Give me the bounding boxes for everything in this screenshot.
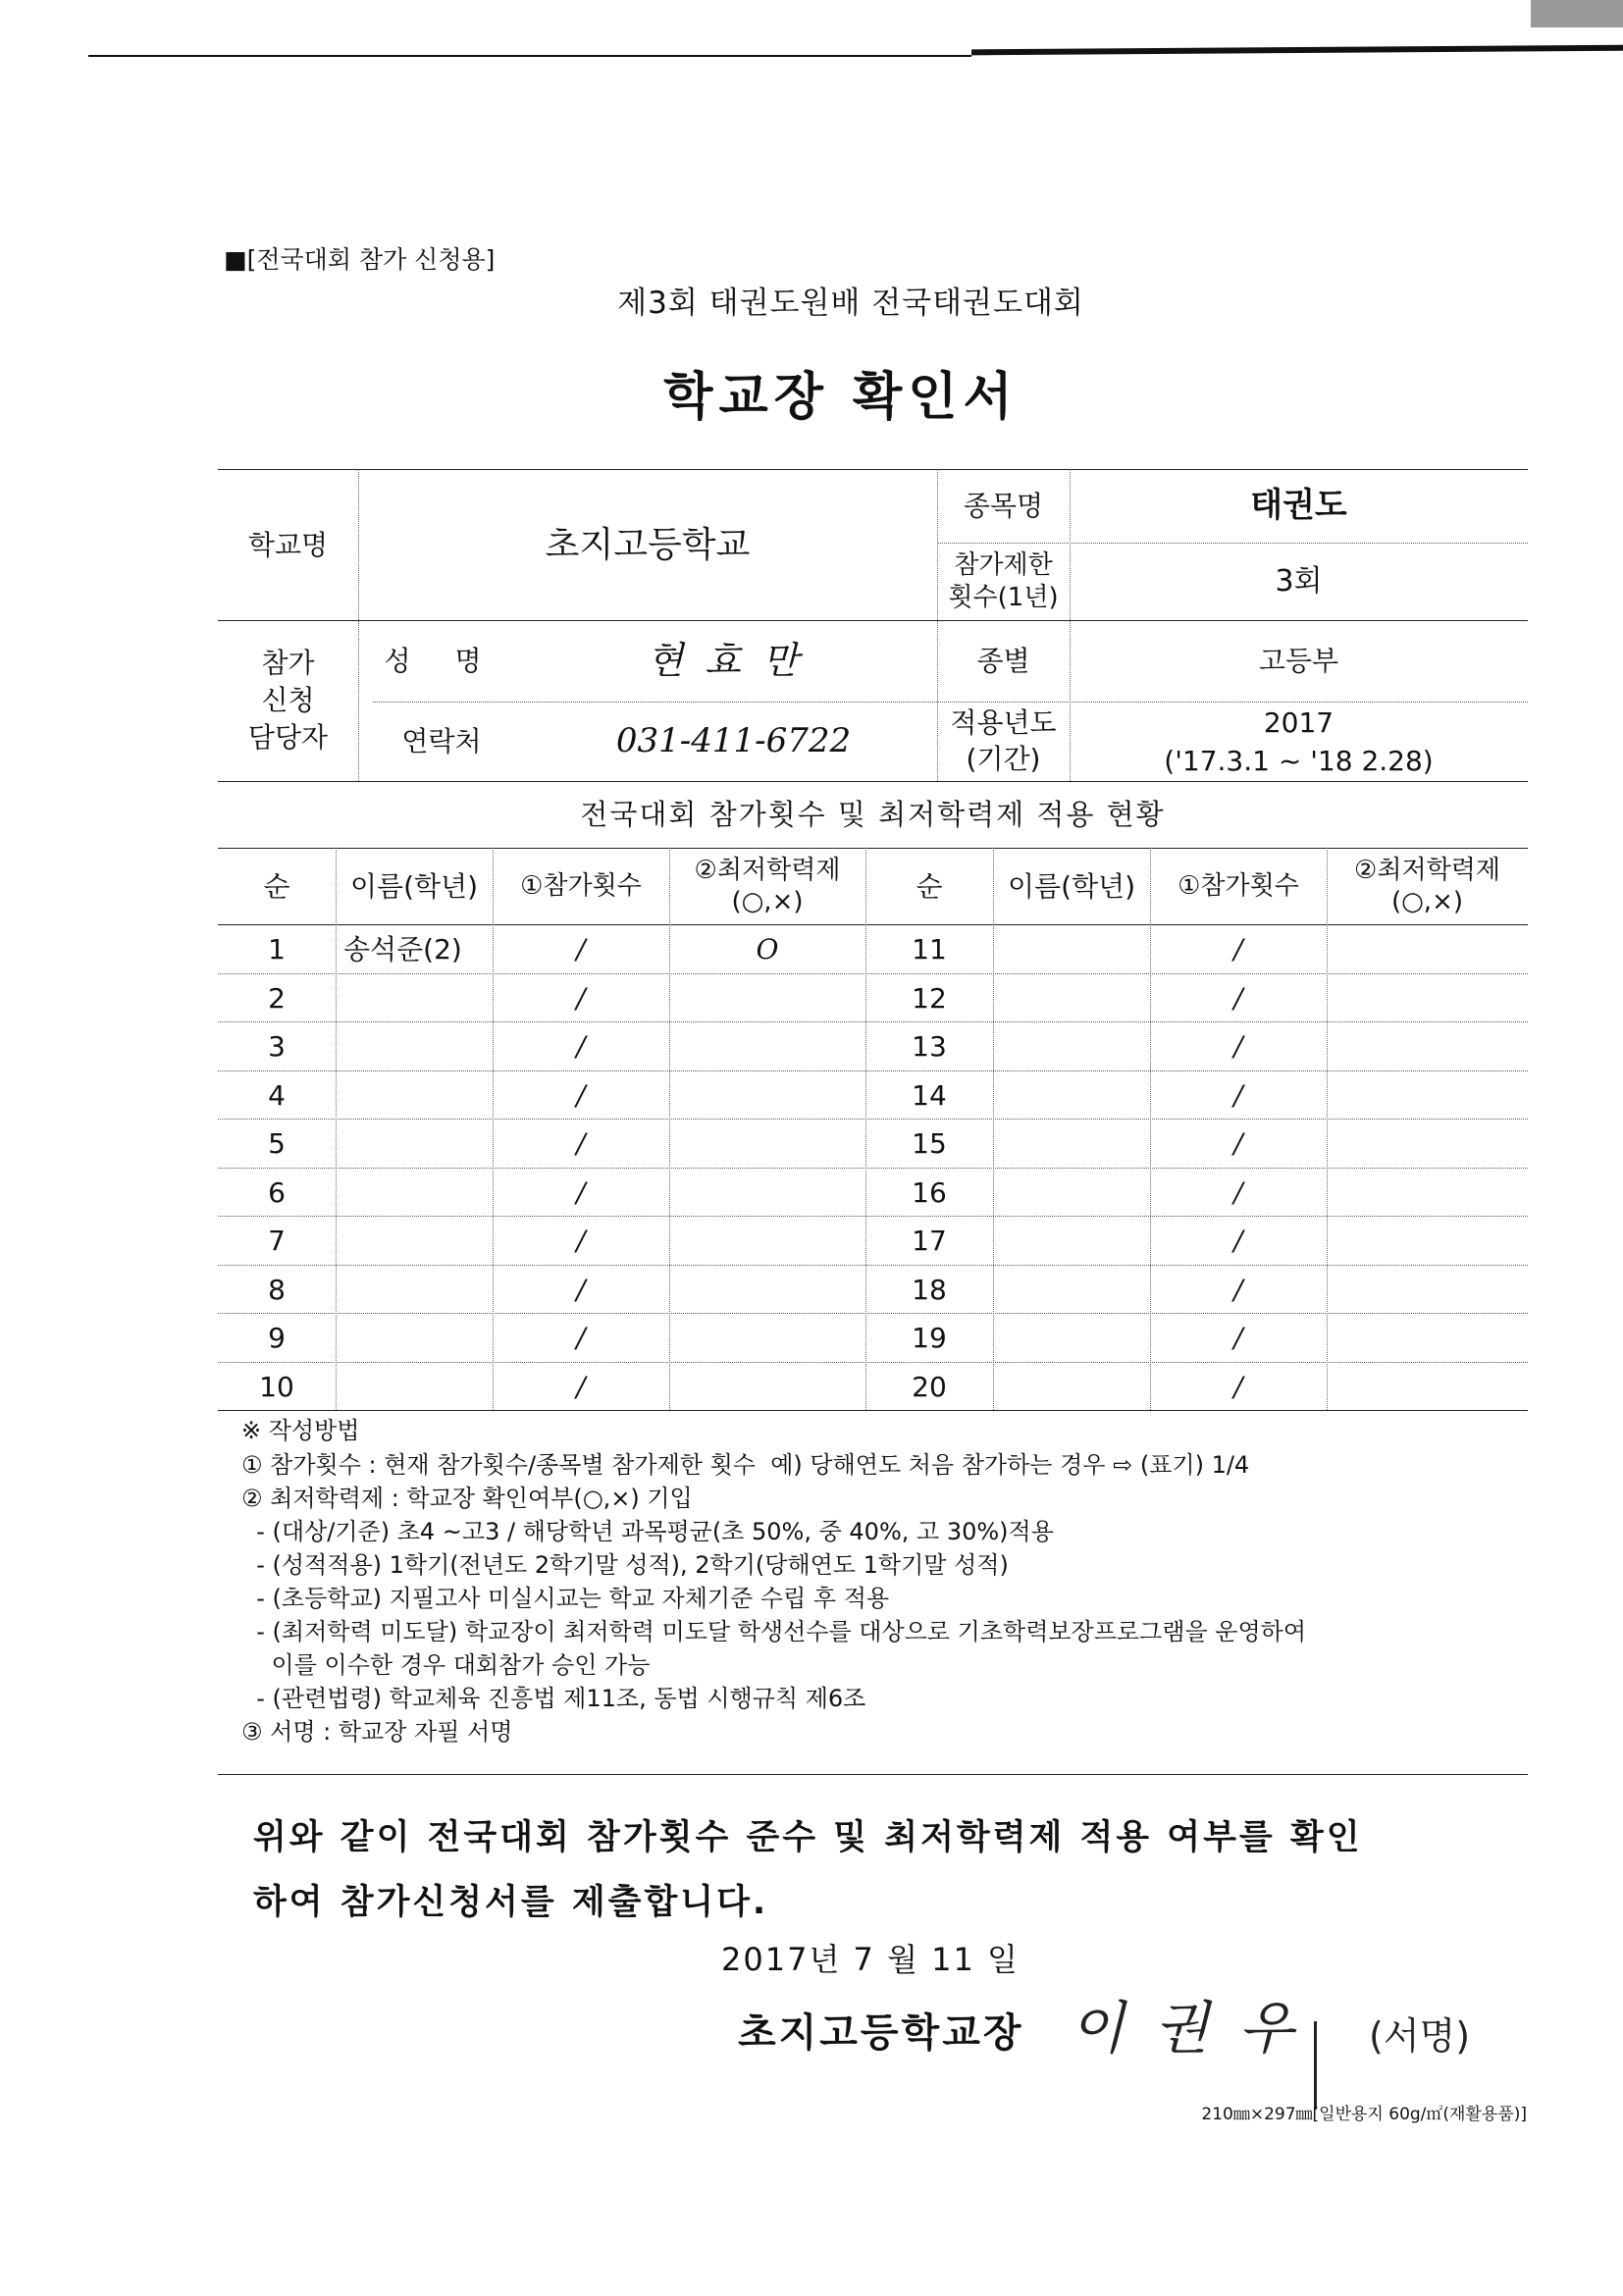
contact-name-handwritten: 현효만: [647, 638, 820, 682]
participation-count: /: [1233, 1126, 1243, 1160]
note-subitem: - (성적적용) 1학기(전년도 2학기말 성적), 2학기(당해연도 1학기말 성적): [241, 1551, 1009, 1579]
table-border: [218, 781, 1528, 782]
signature-stroke: [1314, 2021, 1317, 2110]
min-academic-check: [669, 1265, 865, 1314]
participation-count: /: [576, 1126, 586, 1160]
note-subitem: - (관련법령) 학교체육 진흥법 제11조, 동법 시행규칙 제6조: [241, 1685, 866, 1712]
note-subitem: - (최저학력 미도달) 학교장이 최저학력 미도달 학생선수를 대상으로 기초학력보장프로그램을 운영하여: [241, 1618, 1307, 1645]
scan-edge-line: [88, 55, 971, 57]
participation-count: /: [576, 1175, 586, 1209]
student-name: [993, 1216, 1150, 1265]
student-name: [993, 1119, 1150, 1168]
student-name: [336, 1119, 493, 1168]
row-number: 10: [259, 1370, 294, 1403]
col-header-min: ②최저학력제 (○,×): [1354, 855, 1500, 916]
participation-count: /: [1233, 1029, 1243, 1063]
min-academic-check: [1327, 1362, 1528, 1411]
contact-label: 참가 신청 담당자: [247, 647, 329, 754]
participation-count: /: [576, 1029, 586, 1063]
min-academic-check: [669, 1313, 865, 1362]
participation-count: /: [1233, 1273, 1243, 1306]
participation-count: /: [576, 1273, 586, 1306]
student-name: [336, 1021, 493, 1070]
row-number: 17: [912, 1224, 947, 1257]
min-academic-check: [669, 1216, 865, 1265]
min-academic-check: [1327, 1119, 1528, 1168]
participation-count: /: [576, 1224, 586, 1257]
row-number: 4: [268, 1078, 286, 1112]
min-academic-check: [669, 1119, 865, 1168]
student-name: [336, 1265, 493, 1314]
row-number: 20: [912, 1370, 947, 1403]
student-name: [993, 1021, 1150, 1070]
min-academic-check: [669, 1021, 865, 1070]
note-item: ② 최저학력제 : 학교장 확인여부(○,×) 기입: [241, 1485, 693, 1512]
participation-count: /: [1233, 1321, 1243, 1354]
row-number: 14: [912, 1078, 947, 1112]
row-number: 9: [268, 1321, 286, 1354]
min-academic-check: [669, 1362, 865, 1411]
division-label: 종별: [976, 645, 1030, 677]
row-number: 5: [268, 1126, 286, 1160]
row-number: 13: [912, 1029, 947, 1063]
principal-title: 초지고등학교장: [738, 2010, 1024, 2056]
col-header-no: 순: [263, 869, 290, 903]
min-academic-check: [1327, 1313, 1528, 1362]
student-name: [993, 1070, 1150, 1120]
note-subitem: - (대상/기준) 초4 ~고3 / 해당학년 과목평균(초 50%, 중 40%, 고 30%)적용: [241, 1518, 1054, 1545]
principal-signature: 이권우: [1070, 1995, 1324, 2061]
row-number: 19: [912, 1321, 947, 1354]
min-academic-check: [1327, 1168, 1528, 1217]
paper-spec-footer: 210㎜×297㎜[일반용지 60g/㎡(재활용품)]: [1201, 2105, 1527, 2124]
min-academic-check: [1327, 1216, 1528, 1265]
limit-label: 참가제한 횟수(1년): [948, 550, 1059, 612]
student-name: [336, 1362, 493, 1411]
participation-count: /: [1233, 1224, 1243, 1257]
declaration-line: 위와 같이 전국대회 참가횟수 준수 및 최저학력제 적용 여부를 확인: [253, 1818, 1363, 1857]
row-number: 12: [912, 981, 947, 1015]
participation-count: /: [1233, 1370, 1243, 1403]
col-header-min: ②최저학력제 (○,×): [694, 855, 841, 916]
document-title: 학교장 확인서: [663, 368, 1019, 427]
sport-label: 종목명: [963, 490, 1044, 522]
student-name: [336, 973, 493, 1022]
row-number: 7: [268, 1224, 286, 1257]
sport-value: 태권도: [1250, 486, 1347, 526]
min-academic-check: [1327, 973, 1528, 1022]
table-border: [218, 1774, 1528, 1775]
year-value: 2017: [1263, 705, 1335, 739]
student-name: [336, 1216, 493, 1265]
col-header-count: ①참가횟수: [520, 870, 642, 901]
row-number: 18: [912, 1273, 947, 1306]
name-label: 성 명: [384, 645, 499, 677]
student-name: [993, 924, 1150, 973]
participation-count: /: [1233, 981, 1243, 1015]
row-number: 15: [912, 1126, 947, 1160]
period-value: ('17.3.1 ~ '18 2.28): [1164, 744, 1434, 777]
participation-count: /: [576, 1370, 586, 1403]
seal-mark: (서명): [1369, 2014, 1471, 2058]
row-number: 2: [268, 981, 286, 1015]
participation-count: /: [576, 1321, 586, 1354]
year-label: 적용년도 (기간): [950, 706, 1057, 775]
student-name: [993, 1265, 1150, 1314]
school-label: 학교명: [247, 528, 329, 561]
note-item: ③ 서명 : 학교장 자필 서명: [241, 1718, 513, 1746]
participation-count: /: [576, 981, 586, 1015]
min-academic-check: [669, 973, 865, 1022]
col-header-count: ①참가횟수: [1178, 870, 1299, 901]
participation-count: /: [576, 1078, 586, 1112]
col-header-name: 이름(학년): [1007, 869, 1136, 903]
row-number: 6: [268, 1175, 286, 1209]
min-academic-check: O: [756, 932, 779, 965]
student-name: [336, 1168, 493, 1217]
participation-count: /: [1233, 1078, 1243, 1112]
form-type-tag: ■[전국대회 참가 신청용]: [224, 245, 496, 274]
col-header-name: 이름(학년): [349, 869, 479, 903]
student-name: [336, 1313, 493, 1362]
scan-edge-line: [971, 45, 1623, 56]
student-name: 송석준(2): [343, 932, 462, 965]
row-number: 16: [912, 1175, 947, 1209]
student-name: [993, 1168, 1150, 1217]
participation-count: /: [1233, 1175, 1243, 1209]
school-value: 초지고등학교: [545, 524, 751, 565]
col-header-no: 순: [916, 869, 943, 903]
student-name: [336, 1070, 493, 1120]
phone-label: 연락처: [401, 725, 482, 757]
note-subitem: 이를 이수한 경우 대회참가 승인 가능: [241, 1651, 651, 1679]
student-name: [993, 1313, 1150, 1362]
row-number: 8: [268, 1273, 286, 1306]
phone-handwritten: 031-411-6722: [615, 721, 852, 761]
student-name: [993, 1362, 1150, 1411]
min-academic-check: [669, 1168, 865, 1217]
division-value: 고등부: [1258, 645, 1339, 677]
note-subitem: - (초등학교) 지필고사 미실시교는 학교 자체기준 수립 후 적용: [241, 1585, 890, 1612]
participation-count: /: [576, 932, 586, 965]
notes-title: ※ 작성방법: [241, 1417, 360, 1444]
min-academic-check: [669, 1070, 865, 1120]
participation-count: /: [1233, 932, 1243, 965]
scan-corner-artifact: [1531, 0, 1623, 27]
min-academic-check: [1327, 1070, 1528, 1120]
row-number: 11: [912, 932, 947, 965]
min-academic-check: [1327, 1021, 1528, 1070]
min-academic-check: [1327, 924, 1528, 973]
student-name: [993, 973, 1150, 1022]
declaration-line: 하여 참가신청서를 제출합니다.: [253, 1883, 769, 1922]
limit-value: 3회: [1275, 563, 1323, 599]
row-number: 1: [268, 932, 286, 965]
event-title: 제3회 태권도원배 전국태권도대회: [617, 286, 1084, 321]
signing-date: 2017년 7 월 11 일: [721, 1941, 1020, 1978]
note-item: ① 참가횟수 : 현재 참가횟수/종목별 참가제한 횟수 예) 당해연도 처음 참가하는 경우 ⇨ (표기) 1/4: [241, 1451, 1250, 1479]
min-academic-check: [1327, 1265, 1528, 1314]
status-section-title: 전국대회 참가횟수 및 최저학력제 적용 현황: [580, 797, 1166, 831]
row-number: 3: [268, 1029, 286, 1063]
